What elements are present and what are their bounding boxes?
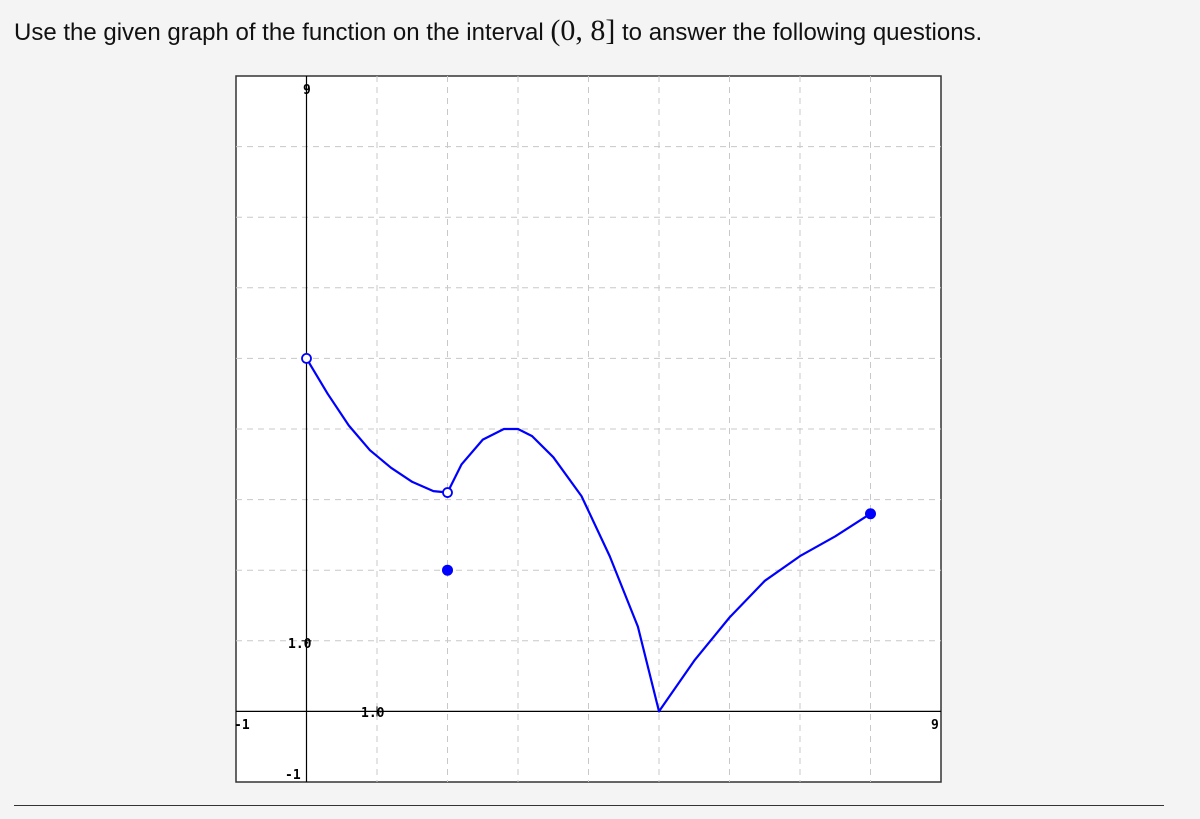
x-min-label: -1 — [234, 718, 250, 733]
y-tick-label: 1.0 — [288, 637, 312, 652]
closed-point — [443, 565, 453, 575]
bottom-divider — [14, 805, 1164, 806]
question-suffix: to answer the following questions. — [622, 19, 983, 46]
open-point — [302, 354, 311, 363]
y-max-label: 9 — [303, 83, 311, 98]
open-point — [443, 488, 452, 497]
question-prefix: Use the given graph of the function on the interval — [14, 19, 544, 46]
x-max-label: 9 — [931, 718, 939, 733]
interval-notation: (0, 8] — [550, 14, 616, 47]
y-min-label: -1 — [285, 768, 301, 783]
x-tick-label: 1.0 — [361, 706, 385, 721]
closed-point — [866, 509, 876, 519]
